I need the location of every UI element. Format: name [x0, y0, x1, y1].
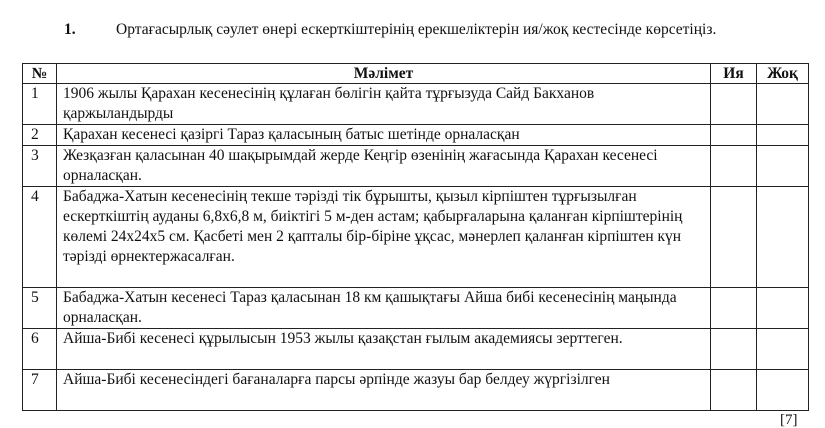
question-prompt	[64, 21, 764, 39]
table-row	[23, 370, 809, 411]
row-number: 7	[23, 370, 57, 411]
row-number: 5	[23, 288, 57, 329]
no-answer-cell[interactable]	[757, 370, 809, 411]
yes-answer-cell[interactable]	[711, 187, 757, 288]
row-statement: Бабаджа-Хатын кесенесі Тараз қаласынан 18 км қашықтағы Айша бибі кесенесінің маңында орналасқан.	[57, 288, 711, 329]
yes-answer-cell[interactable]	[711, 125, 757, 146]
row-number: 2	[23, 125, 57, 146]
header-no: Жоқ	[757, 64, 809, 84]
no-answer-cell[interactable]	[757, 187, 809, 288]
table-header-row	[23, 64, 809, 84]
header-number: №	[23, 64, 57, 84]
yes-answer-cell[interactable]	[711, 84, 757, 125]
no-answer-cell[interactable]	[757, 125, 809, 146]
no-answer-cell[interactable]	[757, 329, 809, 370]
score-marks: [7]	[780, 412, 798, 428]
yes-no-table	[22, 63, 809, 411]
row-statement: Айша-Бибі кесенесіндегі бағаналарға парсы әрпінде жазуы бар белдеу жүргізілген	[57, 370, 711, 411]
yes-answer-cell[interactable]	[711, 288, 757, 329]
row-number: 6	[23, 329, 57, 370]
table-row	[23, 187, 809, 288]
cut-off-heading	[350, 0, 590, 3]
no-answer-cell[interactable]	[757, 288, 809, 329]
no-answer-cell[interactable]	[757, 84, 809, 125]
row-statement: Қарахан кесенесі қазіргі Тараз қаласының батыс шетінде орналасқан	[57, 125, 711, 146]
table-row	[23, 146, 809, 187]
table-row	[23, 329, 809, 370]
row-statement: Айша-Бибі кесенесі құрылысын 1953 жылы қазақстан ғылым академиясы зерттеген.	[57, 329, 711, 370]
row-number: 1	[23, 84, 57, 125]
header-yes: Ия	[711, 64, 757, 84]
no-answer-cell[interactable]	[757, 146, 809, 187]
row-number: 3	[23, 146, 57, 187]
row-number: 4	[23, 187, 57, 288]
row-statement: Жезқазған қаласынан 40 шақырымдай жерде Кеңгір өзенінің жағасында Қарахан кесенесі орналасқан.	[57, 146, 711, 187]
header-info: Мәлімет	[57, 64, 711, 84]
row-statement: 1906 жылы Қарахан кесенесінің құлаған бөлігін қайта тұрғызуда Сайд Бакханов қаржыландырды	[57, 84, 711, 125]
table-row	[23, 125, 809, 146]
yes-answer-cell[interactable]	[711, 370, 757, 411]
yes-answer-cell[interactable]	[711, 146, 757, 187]
question-text: Ортағасырлық сәулет өнері ескерткіштерінің ерекшеліктерін ия/жоқ кестесінде көрсетіңіз.	[116, 21, 717, 38]
question-number: 1.	[64, 21, 76, 38]
row-statement: Бабаджа-Хатын кесенесінің текше тәрізді тік бұрышты, қызыл кірпіштен тұрғызылған ескерткіштің ауданы 6,8х6,8 м, биіктігі 5 м-ден астам; қабырғаларына қаланған кірпіштерінің көлемі 24х24х5 см. Қасбеті мен 2 қапталы бір-біріне ұқсас, мәнерлеп қаланған кірпіштен күн тәрізді өрнектержасалған.	[57, 187, 711, 288]
table-row	[23, 288, 809, 329]
yes-answer-cell[interactable]	[711, 329, 757, 370]
table-row	[23, 84, 809, 125]
